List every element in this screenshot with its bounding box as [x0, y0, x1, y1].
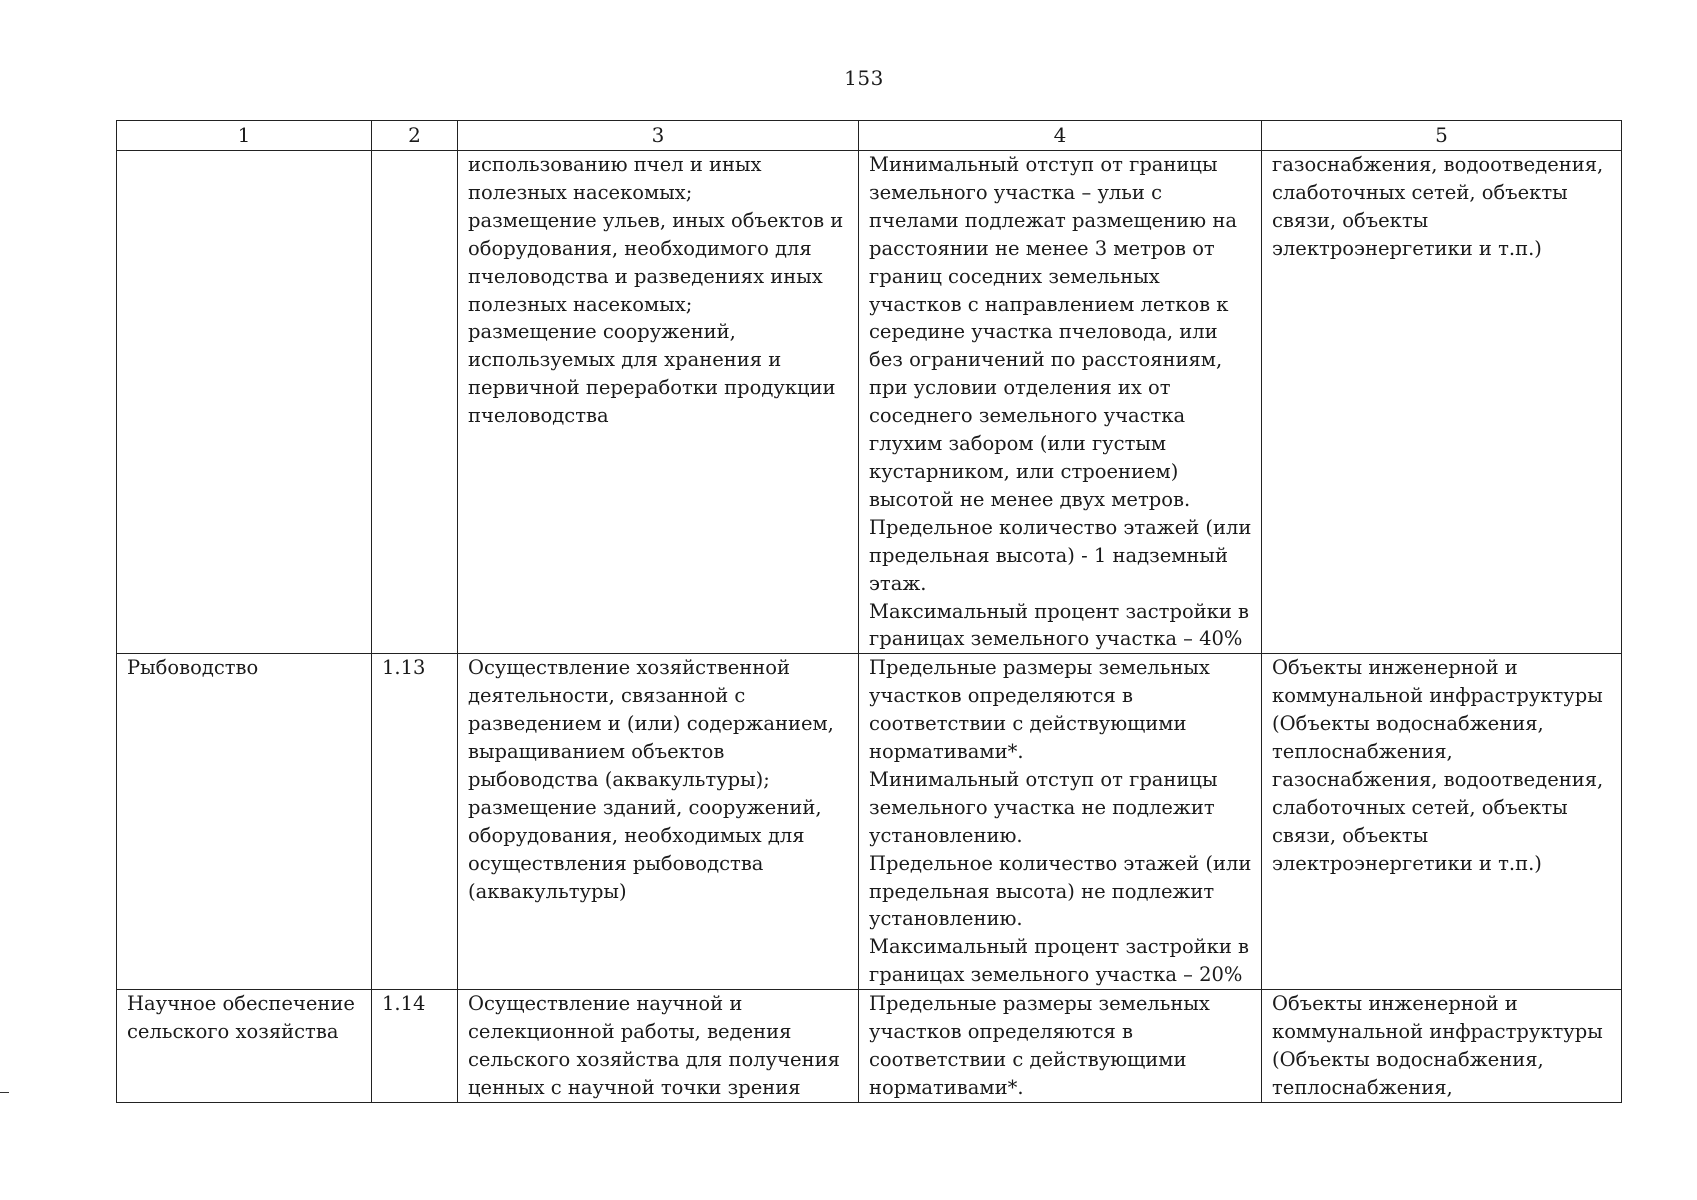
use-description-cell — [458, 654, 859, 990]
table-row — [117, 990, 1622, 1103]
parameters-cell — [859, 654, 1262, 990]
regulations-table — [116, 120, 1622, 1103]
use-code-cell — [372, 990, 458, 1103]
use-description: Осуществление хозяйственной деятельности, связанной с разведением и (или) содержанием, выращиванием объектов рыбоводства (аквакультуры); размещение зданий, сооружений, оборудования, необходимых для осуществления рыбоводства (аквакультуры) — [468, 656, 834, 903]
use-description-cell — [458, 151, 859, 654]
table-row — [117, 151, 1622, 654]
column-header-1: 1 — [117, 121, 372, 151]
use-code-cell — [372, 151, 458, 654]
auxiliary-uses-text: Объекты инженерной и коммунальной инфраструктуры (Объекты водоснабжения, теплоснабжения, газоснабжения, водоотведения, слаботочных сетей, объекты связи, объекты электроэнергетики и т.п.) — [1272, 656, 1604, 875]
use-description-cell — [458, 990, 859, 1103]
use-code-cell — [372, 654, 458, 990]
table-row — [117, 654, 1622, 990]
table-header — [117, 121, 1622, 151]
column-header-5: 5 — [1262, 121, 1622, 151]
use-name: Рыбоводство — [127, 656, 259, 680]
use-name: Научное обеспечение сельского хозяйства — [127, 992, 355, 1044]
parameters-cell — [859, 990, 1262, 1103]
page-number: 153 — [844, 66, 884, 90]
margin-mark — [0, 1092, 9, 1093]
parameters-cell — [859, 151, 1262, 654]
header-row — [117, 121, 1622, 151]
parameters-text: Минимальный отступ от границы земельного участка – ульи с пчелами подлежат размещению на расстоянии не менее 3 метров от границ соседних земельных участков с направлением летков к середине участка пчеловода, или без ограничений по расстояниям, при условии отделения их от соседнего земельного участка глухим забором (или густым кустарником, или строением) высотой не менее двух метров. Предельное количество этажей (или предельная высота) - 1 надземный этаж. Максимальный процент застройки в границах земельного участка – 40% — [869, 153, 1252, 651]
use-description: использованию пчел и иных полезных насекомых; размещение ульев, иных объектов и оборудования, необходимого для пчеловодства и разведениях иных полезных насекомых; размещение сооружений, используемых для хранения и первичной переработки продукции пчеловодства — [468, 153, 844, 428]
use-name-cell — [117, 990, 372, 1103]
table-body — [117, 151, 1622, 1103]
use-name-cell — [117, 654, 372, 990]
auxiliary-uses-cell — [1262, 151, 1622, 654]
parameters-text: Предельные размеры земельных участков определяются в соответствии с действующими нормативами*. Минимальный отступ от границы земельного участка не подлежит установлению. Предельное количество этажей (или предельная высота) не подлежит установлению. Максимальный процент застройки в границах земельного участка – 20% — [869, 656, 1252, 987]
auxiliary-uses-cell — [1262, 990, 1622, 1103]
column-header-3: 3 — [458, 121, 859, 151]
column-header-4: 4 — [859, 121, 1262, 151]
use-description: Осуществление научной и селекционной работы, ведения сельского хозяйства для получения ценных с научной точки зрения — [468, 992, 840, 1099]
auxiliary-uses-cell — [1262, 654, 1622, 990]
auxiliary-uses-text: газоснабжения, водоотведения, слаботочных сетей, объекты связи, объекты электроэнергетики и т.п.) — [1272, 153, 1604, 260]
use-name-cell — [117, 151, 372, 654]
parameters-text: Предельные размеры земельных участков определяются в соответствии с действующими нормативами*. — [869, 992, 1210, 1099]
column-header-2: 2 — [372, 121, 458, 151]
auxiliary-uses-text: Объекты инженерной и коммунальной инфраструктуры (Объекты водоснабжения, теплоснабжения, — [1272, 992, 1603, 1099]
use-code: 1.13 — [382, 656, 426, 680]
use-code: 1.14 — [382, 992, 426, 1016]
